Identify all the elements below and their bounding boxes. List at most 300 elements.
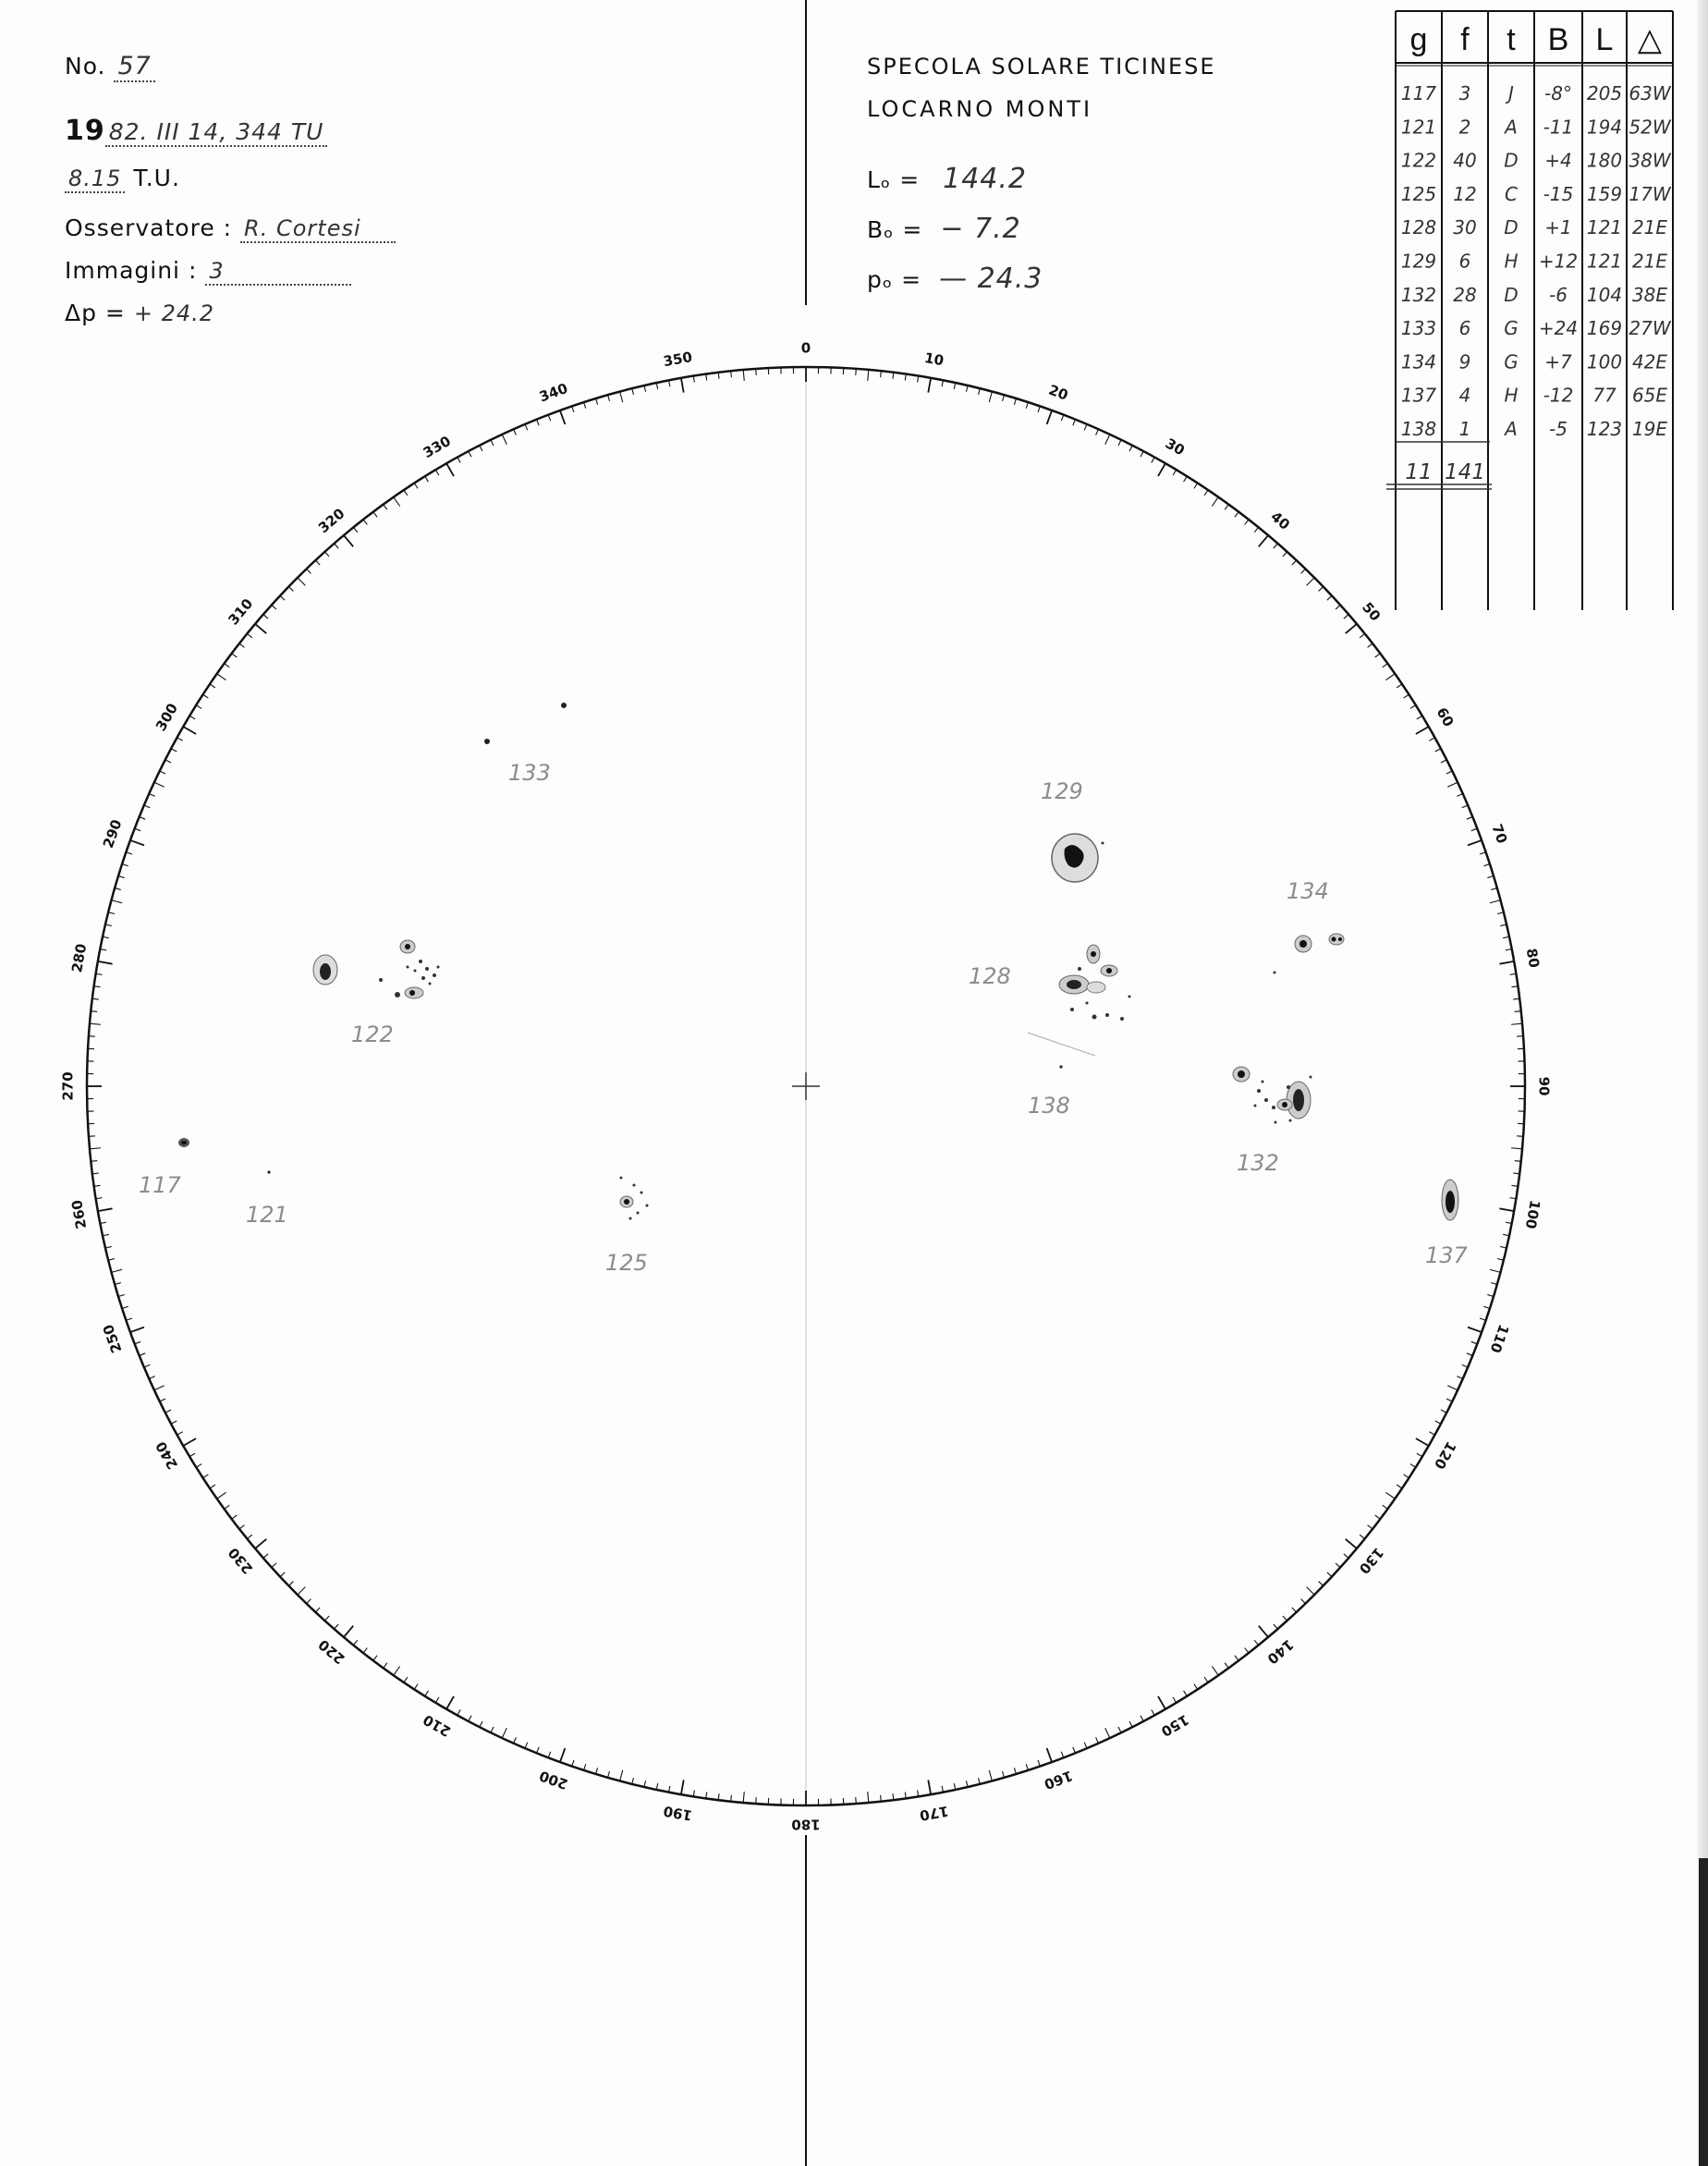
- degree-label: 240: [152, 1438, 182, 1473]
- degree-tick: [122, 1306, 128, 1308]
- degree-tick: [1319, 587, 1324, 592]
- degree-tick: [1245, 520, 1249, 525]
- degree-label: 100: [1521, 1198, 1543, 1230]
- degree-tick: [90, 1148, 101, 1149]
- degree-tick: [404, 490, 408, 496]
- degree-tick: [1292, 560, 1297, 565]
- degree-tick: [288, 587, 293, 592]
- degree-tick: [239, 643, 245, 647]
- table-cell: 28: [1453, 283, 1477, 306]
- degree-tick: [989, 392, 992, 403]
- degree-tick: [743, 370, 744, 381]
- degree-tick: [1416, 727, 1429, 734]
- degree-tick: [344, 1626, 353, 1637]
- group-label-121: 121: [246, 1202, 288, 1228]
- degree-tick: [1225, 1663, 1228, 1669]
- table-header-cell: g: [1409, 22, 1428, 57]
- degree-tick: [469, 1716, 471, 1721]
- table-header-cell: △: [1637, 22, 1663, 57]
- degree-label: 80: [1522, 947, 1543, 970]
- p0-label: pₒ =: [867, 266, 922, 293]
- degree-label: 260: [68, 1198, 91, 1230]
- table-cell: 17W: [1629, 182, 1671, 205]
- images-value: 3: [205, 258, 351, 286]
- degree-label: 130: [1355, 1544, 1387, 1578]
- degree-tick: [435, 1697, 439, 1703]
- degree-tick: [189, 716, 195, 719]
- table-cell: -8°: [1544, 82, 1572, 104]
- degree-tick: [966, 1781, 968, 1787]
- degree-tick: [1511, 1148, 1522, 1149]
- table-cell: 117: [1400, 82, 1437, 104]
- degree-tick: [1084, 1743, 1087, 1748]
- degree-tick: [126, 852, 132, 854]
- degree-label: 200: [537, 1767, 570, 1793]
- degree-label: 330: [420, 432, 454, 462]
- degree-tick: [425, 476, 429, 482]
- degree-tick: [1204, 490, 1208, 496]
- degree-tick: [1515, 1011, 1521, 1012]
- degree-label: 30: [1162, 434, 1188, 459]
- degree-tick: [1468, 1328, 1482, 1332]
- table-header-cell: L: [1595, 22, 1614, 57]
- table-total-cell: 11: [1405, 460, 1433, 484]
- sunspot-data-table: [1386, 11, 1673, 610]
- group-label-134: 134: [1287, 878, 1329, 904]
- group-label-132: 132: [1237, 1150, 1279, 1176]
- degree-tick: [1259, 535, 1268, 546]
- degree-label: 140: [1263, 1635, 1298, 1668]
- degree-tick: [135, 1341, 141, 1344]
- sunspot-group-128: [1059, 945, 1131, 1021]
- degree-tick: [1245, 1648, 1249, 1654]
- group-label-137: 137: [1425, 1242, 1468, 1268]
- degree-tick: [183, 727, 196, 734]
- degree-tick: [1152, 458, 1154, 463]
- degree-tick: [122, 864, 128, 866]
- degree-tick: [1500, 924, 1507, 926]
- degree-tick: [525, 1743, 528, 1748]
- degree-tick: [154, 782, 165, 787]
- table-cell: 6: [1458, 317, 1471, 340]
- degree-tick: [1141, 451, 1143, 457]
- degree-tick: [1212, 497, 1218, 507]
- degree-tick: [881, 1795, 882, 1802]
- degree-tick: [1336, 605, 1340, 609]
- degree-tick: [1462, 1364, 1468, 1367]
- table-cell: A: [1505, 418, 1518, 440]
- table-cell: 129: [1400, 250, 1437, 273]
- degree-tick: [373, 512, 377, 518]
- table-cell: +7: [1544, 350, 1572, 373]
- degree-label: 10: [922, 349, 946, 370]
- table-cell: 77: [1592, 384, 1616, 407]
- table-cell: J: [1508, 82, 1514, 104]
- sunspot-group-133: [484, 703, 567, 744]
- degree-tick: [644, 385, 646, 392]
- number-value: 57: [114, 52, 154, 82]
- degree-tick: [130, 1328, 144, 1332]
- table-cell: 134: [1400, 350, 1437, 373]
- degree-tick: [91, 1011, 97, 1012]
- degree-tick: [1118, 1727, 1121, 1732]
- degree-tick: [335, 1624, 339, 1629]
- table-cell: 121: [1586, 250, 1623, 273]
- degree-tick: [1383, 1505, 1388, 1509]
- degree-tick: [656, 1783, 657, 1790]
- degree-tick: [1173, 470, 1177, 475]
- table-cell: 137: [1400, 384, 1437, 407]
- l0-label: Lₒ =: [867, 166, 921, 193]
- degree-tick: [298, 578, 305, 585]
- degree-tick: [363, 520, 367, 525]
- sunspot-group-138: [1028, 1033, 1095, 1069]
- degree-tick: [126, 1318, 132, 1320]
- table-cell: -5: [1549, 418, 1568, 440]
- observatory-name: SPECOLA SOLARE TICINESE: [867, 54, 1216, 80]
- degree-tick: [404, 1677, 408, 1683]
- degree-label: 220: [314, 1635, 348, 1668]
- degree-tick: [135, 828, 141, 831]
- degree-tick: [103, 936, 109, 937]
- degree-label: 120: [1430, 1438, 1460, 1473]
- table-cell: 194: [1586, 116, 1623, 139]
- degree-tick: [1368, 643, 1373, 647]
- degree-tick: [384, 1663, 387, 1669]
- degree-tick: [1307, 1587, 1314, 1595]
- degree-tick: [1385, 674, 1395, 680]
- degree-label: 110: [1486, 1322, 1513, 1355]
- degree-tick: [225, 1505, 230, 1509]
- degree-tick: [1105, 434, 1110, 445]
- degree-label: 340: [537, 379, 570, 406]
- sunspot-group-122: [313, 940, 440, 998]
- degree-tick: [1235, 512, 1238, 518]
- degree-tick: [288, 1582, 293, 1586]
- scan-edge-dark: [1699, 1858, 1708, 2166]
- degree-tick: [189, 1453, 195, 1457]
- degree-label: 0: [800, 339, 811, 357]
- degree-tick: [177, 1432, 183, 1435]
- degree-tick: [225, 664, 230, 667]
- degree-tick: [1360, 633, 1364, 637]
- degree-tick: [572, 406, 574, 412]
- degree-tick: [1141, 1716, 1143, 1721]
- degree-tick: [989, 1770, 992, 1781]
- degree-tick: [1429, 1432, 1434, 1435]
- degree-tick: [572, 1760, 574, 1767]
- degree-tick: [868, 370, 869, 381]
- degree-tick: [560, 410, 565, 424]
- degree-label: 230: [225, 1544, 257, 1578]
- degree-tick: [118, 876, 125, 878]
- table-cell: 125: [1400, 182, 1437, 205]
- degree-tick: [1158, 463, 1165, 476]
- degree-tick: [149, 1377, 154, 1379]
- table-cell: 21E: [1631, 250, 1668, 273]
- degree-tick: [324, 1616, 329, 1621]
- table-cell: 9: [1458, 350, 1471, 373]
- table-cell: 100: [1586, 350, 1623, 373]
- degree-tick: [1487, 1294, 1494, 1296]
- degree-tick: [1375, 654, 1381, 657]
- degree-tick: [154, 1386, 165, 1390]
- degree-tick: [681, 1780, 684, 1794]
- degree-tick: [1360, 1535, 1364, 1538]
- degree-tick: [165, 760, 171, 763]
- table-cell: 4: [1458, 384, 1471, 407]
- table-cell: D: [1504, 149, 1519, 172]
- l0-value: 144.2: [943, 163, 1028, 195]
- degree-tick: [954, 383, 955, 389]
- scan-edge-shadow: [1697, 0, 1708, 2166]
- degree-label: 350: [662, 349, 694, 371]
- degree-tick: [1047, 1748, 1052, 1762]
- degree-tick: [1375, 1515, 1381, 1519]
- table-cell: 169: [1586, 317, 1623, 340]
- degree-label: 320: [314, 505, 348, 537]
- table-cell: H: [1504, 384, 1519, 407]
- degree-label: 270: [59, 1071, 77, 1101]
- degree-tick: [196, 705, 201, 709]
- table-cell: 42E: [1631, 350, 1668, 373]
- table-cell: 122: [1400, 149, 1437, 172]
- degree-tick: [681, 378, 684, 393]
- degree-tick: [298, 1587, 305, 1595]
- degree-label: 190: [662, 1802, 694, 1824]
- degree-tick: [203, 694, 209, 698]
- sunspot-group-134: [1274, 934, 1345, 974]
- degree-tick: [335, 544, 339, 548]
- degree-tick: [1274, 1624, 1278, 1629]
- observer-value: R. Cortesi: [240, 215, 396, 243]
- degree-tick: [1499, 1208, 1514, 1211]
- degree-tick: [1274, 544, 1278, 548]
- degree-tick: [1467, 817, 1472, 820]
- table-cell: +1: [1544, 216, 1572, 239]
- table-cell: 2: [1458, 116, 1471, 139]
- degree-tick: [1327, 1572, 1332, 1577]
- degree-tick: [656, 383, 657, 389]
- sunspot-group-121: [267, 1170, 270, 1173]
- table-cell: 132: [1400, 283, 1437, 306]
- degree-tick: [1503, 1234, 1509, 1235]
- degree-tick: [98, 961, 113, 964]
- degree-tick: [140, 1353, 145, 1356]
- degree-tick: [1383, 664, 1388, 667]
- degree-tick: [171, 749, 177, 752]
- degree-tick: [1397, 1485, 1402, 1488]
- degree-tick: [1404, 694, 1409, 698]
- number-label: No. 57: [65, 52, 155, 82]
- observer-label: Osservatore :: [65, 214, 233, 241]
- dp-label: Δp =: [65, 300, 126, 326]
- table-total-cell: 141: [1445, 460, 1485, 484]
- degree-tick: [881, 371, 882, 377]
- degree-tick: [1194, 1684, 1198, 1690]
- degree-label: 20: [1046, 381, 1070, 404]
- table-cell: G: [1504, 317, 1519, 340]
- sunspot-group-137: [1442, 1180, 1458, 1220]
- degree-label: 250: [99, 1322, 126, 1355]
- degree-tick: [1480, 1318, 1486, 1320]
- degree-tick: [1173, 1697, 1177, 1703]
- b0-label: Bₒ =: [867, 216, 923, 243]
- degree-tick: [1344, 615, 1348, 619]
- table-cell: -15: [1543, 182, 1574, 205]
- degree-tick: [1503, 936, 1509, 937]
- table-cell: 40: [1453, 149, 1477, 172]
- degree-tick: [118, 1294, 125, 1296]
- degree-label: 70: [1488, 822, 1511, 846]
- degree-tick: [954, 1783, 955, 1790]
- degree-tick: [255, 1539, 266, 1548]
- degree-tick: [1404, 1475, 1409, 1478]
- degree-tick: [177, 738, 183, 740]
- degree-tick: [1441, 760, 1446, 763]
- degree-tick: [1410, 1464, 1416, 1468]
- degree-tick: [210, 1485, 215, 1488]
- table-cell: 1: [1458, 418, 1471, 440]
- degree-tick: [491, 440, 494, 446]
- degree-tick: [1515, 1161, 1521, 1162]
- degree-tick: [1283, 552, 1287, 557]
- table-cell: 12: [1453, 182, 1477, 205]
- group-label-138: 138: [1028, 1093, 1070, 1119]
- degree-tick: [210, 684, 215, 688]
- degree-tick: [149, 794, 154, 797]
- table-cell: 19E: [1631, 418, 1668, 440]
- degree-tick: [1301, 569, 1306, 573]
- degree-tick: [90, 1023, 101, 1024]
- degree-tick: [203, 1475, 209, 1478]
- degree-label: 280: [68, 942, 91, 974]
- degree-tick: [644, 1781, 646, 1787]
- degree-tick: [1254, 1640, 1258, 1645]
- degree-tick: [1038, 406, 1040, 412]
- degree-tick: [458, 458, 460, 463]
- degree-tick: [239, 1525, 245, 1529]
- sunspot-group-132: [1233, 1067, 1312, 1124]
- table-cell: 133: [1400, 317, 1437, 340]
- degree-tick: [263, 615, 268, 619]
- degree-tick: [1467, 1353, 1472, 1356]
- degree-tick: [1480, 852, 1486, 854]
- degree-tick: [1483, 1306, 1490, 1308]
- degree-tick: [232, 654, 238, 657]
- table-cell: 38W: [1629, 149, 1671, 172]
- degree-tick: [1096, 429, 1099, 434]
- degree-tick: [731, 1795, 732, 1802]
- degree-tick: [620, 1770, 623, 1781]
- degree-tick: [1471, 1341, 1478, 1344]
- degree-tick: [112, 1269, 123, 1272]
- degree-tick: [183, 1438, 196, 1446]
- table-cell: 180: [1586, 149, 1623, 172]
- degree-tick: [414, 1684, 418, 1690]
- degree-tick: [525, 424, 528, 430]
- table-cell: G: [1504, 350, 1519, 373]
- degree-tick: [217, 1492, 226, 1499]
- degree-tick: [384, 505, 387, 510]
- degree-tick: [502, 1728, 506, 1738]
- degree-tick: [144, 805, 150, 808]
- table-cell: 159: [1586, 182, 1623, 205]
- degree-tick: [363, 1648, 367, 1654]
- degree-tick: [1212, 1666, 1218, 1675]
- degree-tick: [1084, 424, 1087, 430]
- degree-tick: [502, 434, 506, 445]
- degree-label: 50: [1359, 598, 1385, 625]
- degree-tick: [1184, 1691, 1188, 1696]
- table-cell: +24: [1538, 317, 1579, 340]
- sunspot-group-125: [620, 1177, 649, 1220]
- degree-tick: [596, 1768, 598, 1774]
- degree-tick: [280, 1572, 285, 1577]
- p0-value: — 24.3: [939, 263, 1043, 295]
- degree-tick: [196, 1464, 201, 1468]
- degree-label: 150: [1158, 1710, 1192, 1741]
- degree-tick: [1061, 1752, 1064, 1758]
- degree-tick: [1446, 771, 1452, 774]
- degree-tick: [373, 1656, 377, 1661]
- degree-tick: [446, 463, 454, 476]
- degree-tick: [1014, 398, 1016, 405]
- degree-tick: [731, 371, 732, 377]
- degree-tick: [1301, 1599, 1306, 1604]
- time-suffix: T.U.: [133, 165, 180, 191]
- degree-tick: [1457, 794, 1462, 797]
- degree-tick: [1259, 1626, 1268, 1637]
- degree-tick: [480, 1721, 482, 1727]
- degree-tick: [1346, 1539, 1357, 1548]
- degree-tick: [537, 1747, 540, 1753]
- degree-tick: [217, 674, 226, 680]
- degree-tick: [480, 446, 482, 451]
- degree-tick: [247, 1535, 251, 1538]
- degree-tick: [1047, 410, 1052, 424]
- degree-tick: [1158, 1696, 1165, 1709]
- degree-tick: [105, 1246, 112, 1248]
- b0-value: − 7.2: [940, 213, 1021, 245]
- degree-label: 210: [420, 1710, 454, 1741]
- degree-tick: [1417, 716, 1422, 719]
- degree-tick: [548, 1752, 551, 1758]
- degree-tick: [1129, 1721, 1132, 1727]
- degree-tick: [165, 1410, 171, 1413]
- degree-tick: [130, 840, 144, 845]
- group-label-128: 128: [969, 963, 1011, 989]
- degree-tick: [514, 1737, 517, 1743]
- degree-tick: [1417, 1453, 1422, 1457]
- date-value: 82. III 14, 344 TU: [105, 118, 328, 147]
- time-value: 8.15: [65, 165, 125, 193]
- degree-tick: [425, 1691, 429, 1696]
- degree-tick: [1184, 476, 1188, 482]
- degree-tick: [1435, 749, 1441, 752]
- degree-tick: [1500, 1246, 1507, 1248]
- images-label: Immagini :: [65, 257, 198, 284]
- degree-tick: [596, 398, 598, 405]
- degree-tick: [537, 420, 540, 425]
- degree-tick: [394, 1666, 400, 1675]
- degree-tick: [272, 605, 276, 609]
- degree-tick: [1129, 446, 1132, 451]
- degree-tick: [1038, 1760, 1040, 1767]
- table-cell: +4: [1544, 149, 1572, 172]
- degree-tick: [1344, 1554, 1348, 1559]
- date-line: 19 82. III 14, 344 TU: [65, 115, 327, 147]
